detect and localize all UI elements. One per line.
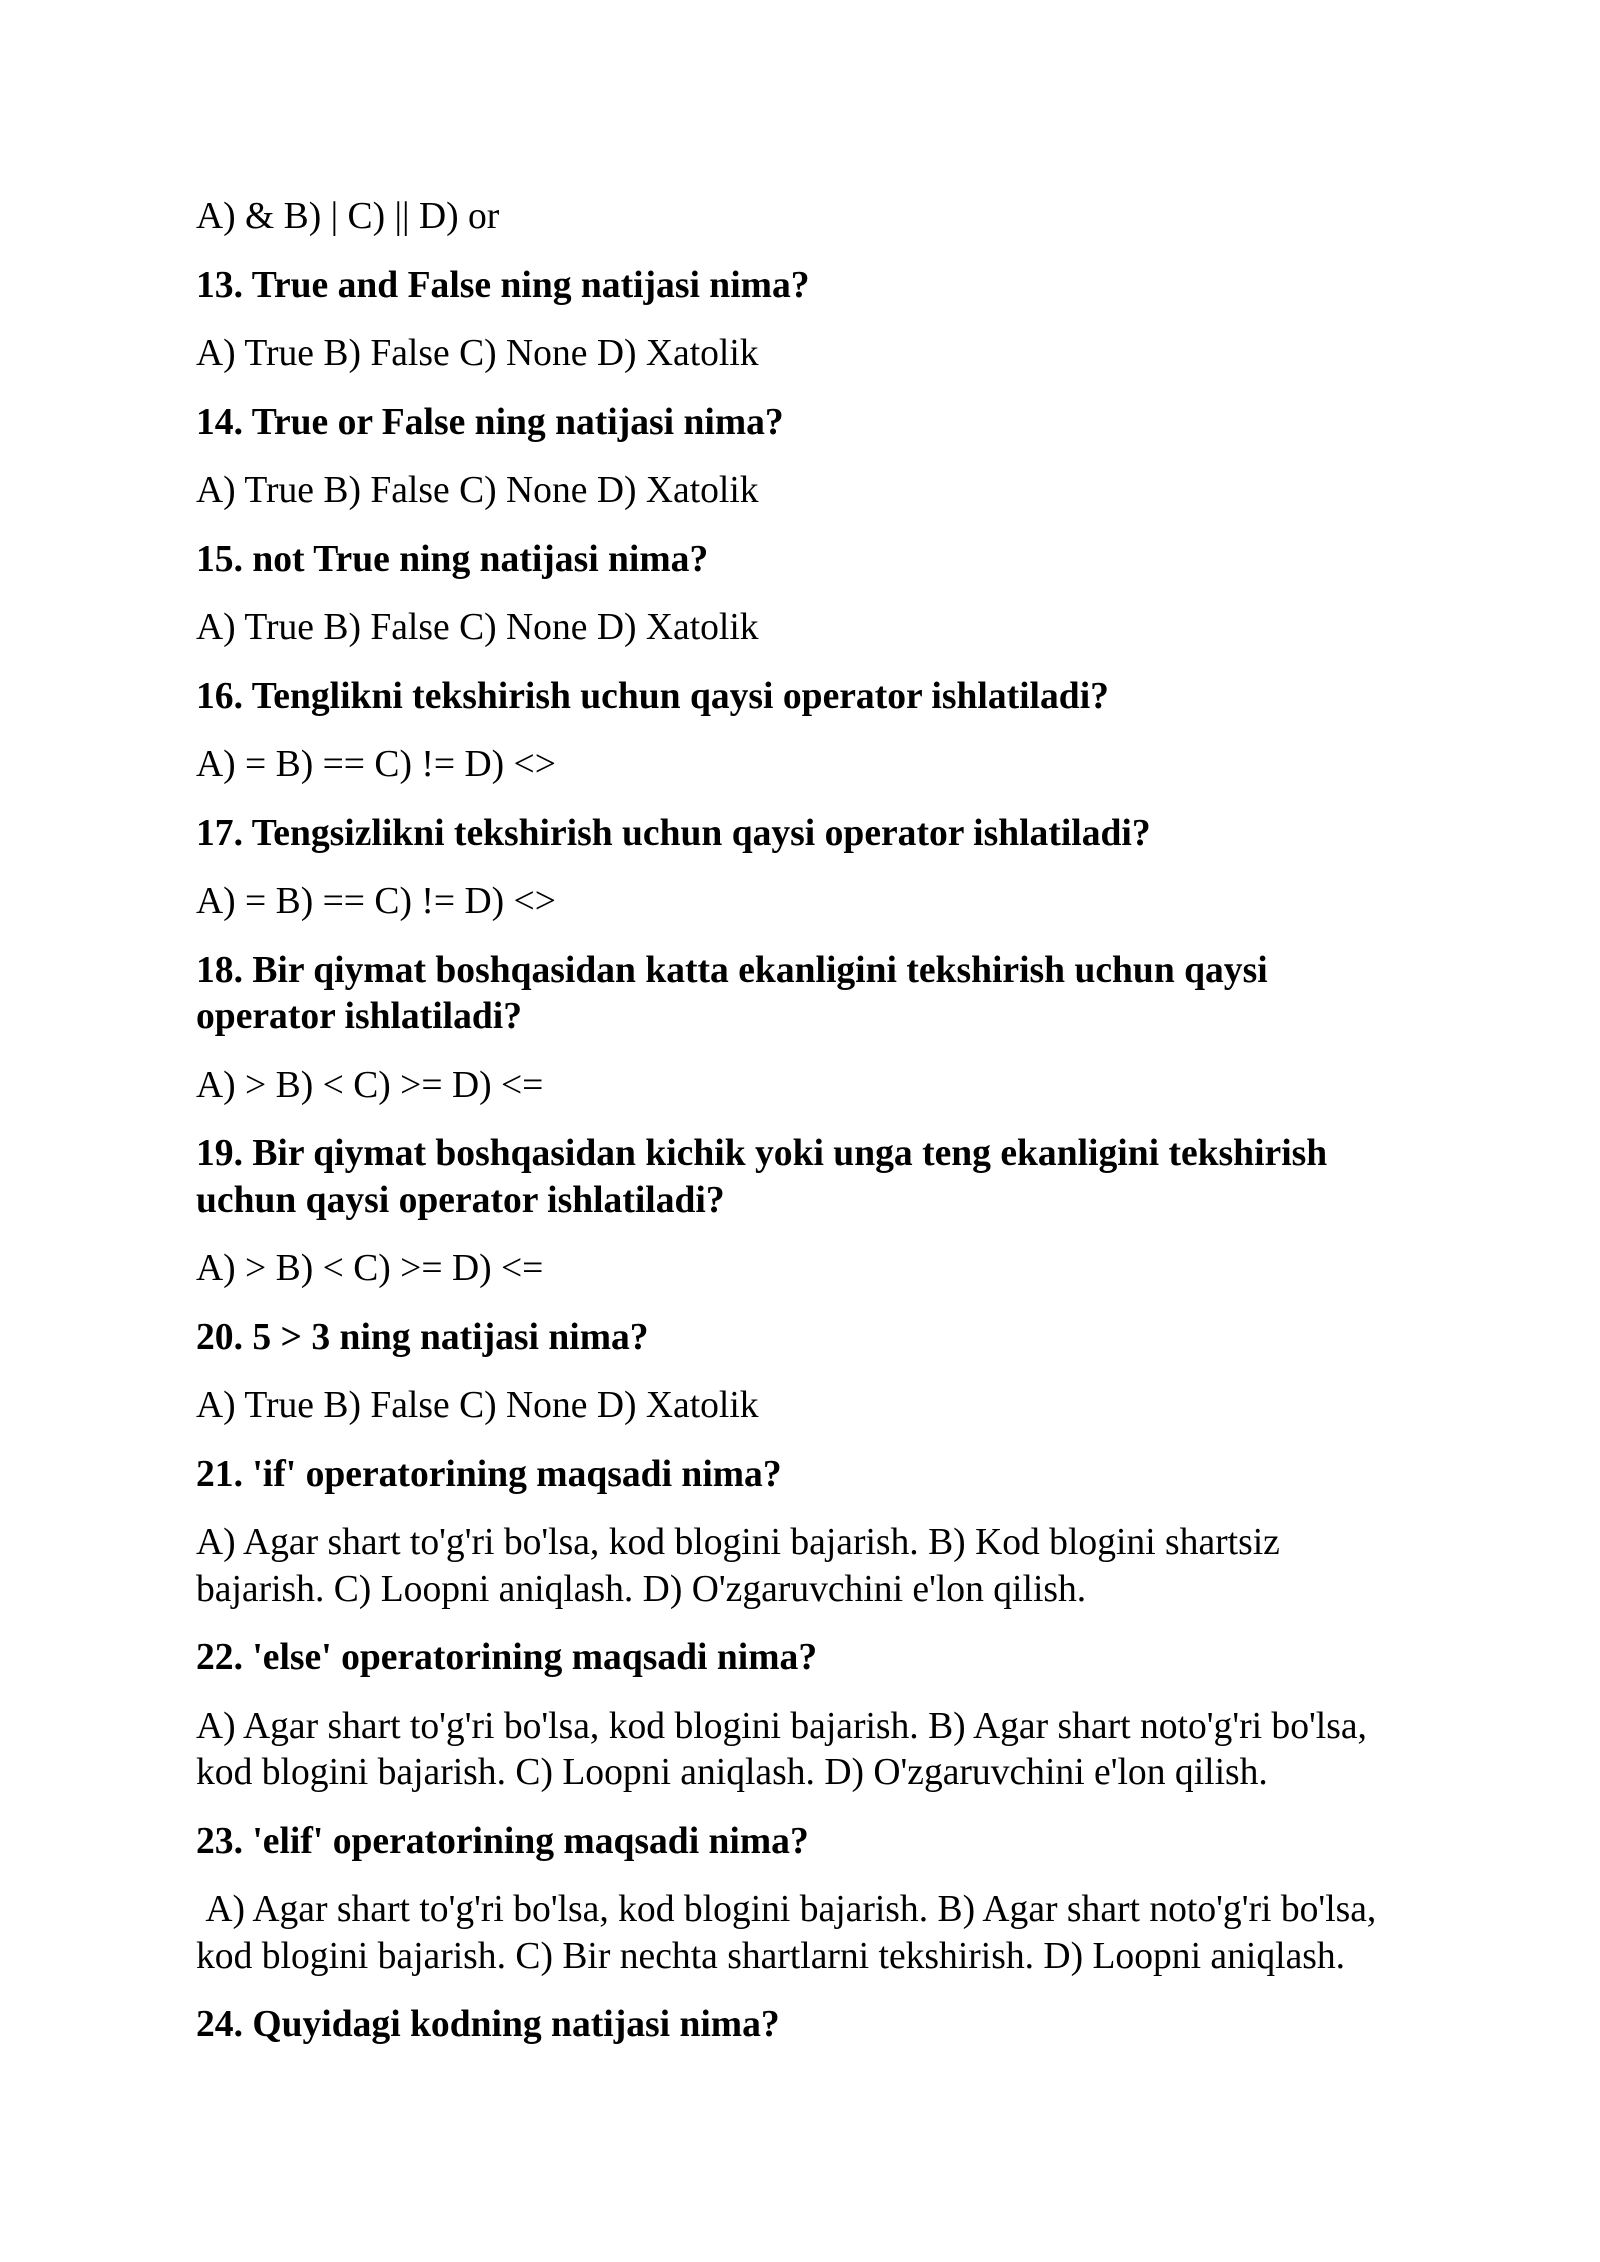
answer-options-21: A) Agar shart to'g'ri bo'lsa, kod blogini bajarish. B) Kod blogini shartsiz bajarish. C) Loopni aniqlash. D) O'zgaruvchini e'lon qilish. <box>196 1522 1290 1610</box>
question-21-text: 21. 'if' operatorining maqsadi nima? <box>196 1453 782 1495</box>
question-17-text: 17. Tengsizlikni tekshirish uchun qaysi operator ishlatiladi? <box>196 812 1151 854</box>
question-16-text: 16. Tenglikni tekshirish uchun qaysi operator ishlatiladi? <box>196 675 1109 717</box>
answer-options-14: A) True B) False C) None D) Xatolik <box>196 470 759 511</box>
answer-options-23: A) Agar shart to'g'ri bo'lsa, kod blogini bajarish. B) Agar shart noto'g'ri bo'lsa, kod blogini bajarish. C) Bir nechta shartlarni tekshirish. D) Loopni aniqlash. <box>196 1889 1386 1977</box>
question-18-text: 18. Bir qiymat boshqasidan katta ekanligini tekshirish uchun qaysi operator ishlatiladi? <box>196 949 1278 1037</box>
question-23-text: 23. 'elif' operatorining maqsadi nima? <box>196 1820 809 1862</box>
answer-options-16: A) = B) == C) != D) <> <box>196 744 556 785</box>
question-20-text: 20. 5 > 3 ning natijasi nima? <box>196 1316 649 1358</box>
answer-options-12: A) & B) | C) || D) or <box>196 196 500 237</box>
question-14-text: 14. True or False ning natijasi nima? <box>196 401 784 443</box>
answer-options-15: A) True B) False C) None D) Xatolik <box>196 607 759 648</box>
question-24-text: 24. Quyidagi kodning natijasi nima? <box>196 2004 780 2045</box>
answer-options-18: A) > B) < C) >= D) <= <box>196 1064 544 1106</box>
answer-options-22: A) Agar shart to'g'ri bo'lsa, kod blogini bajarish. B) Agar shart noto'g'ri bo'lsa, kod blogini bajarish. C) Loopni aniqlash. D) O'zgaruvchini e'lon qilish. <box>196 1705 1377 1793</box>
question-19-text: 19. Bir qiymat boshqasidan kichik yoki unga teng ekanligini tekshirish uchun qaysi operator ishlatiladi? <box>196 1133 1337 1221</box>
answer-options-20: A) True B) False C) None D) Xatolik <box>196 1385 759 1426</box>
answer-options-19: A) > B) < C) >= D) <= <box>196 1248 544 1289</box>
question-15-text: 15. not True ning natijasi nima? <box>196 538 709 580</box>
question-22-text: 22. 'else' operatorining maqsadi nima? <box>196 1637 818 1678</box>
answer-options-17: A) = B) == C) != D) <> <box>196 881 556 922</box>
question-13-text: 13. True and False ning natijasi nima? <box>196 264 810 306</box>
answer-options-13: A) True B) False C) None D) Xatolik <box>196 333 759 374</box>
document-content <box>196 194 1401 2071</box>
